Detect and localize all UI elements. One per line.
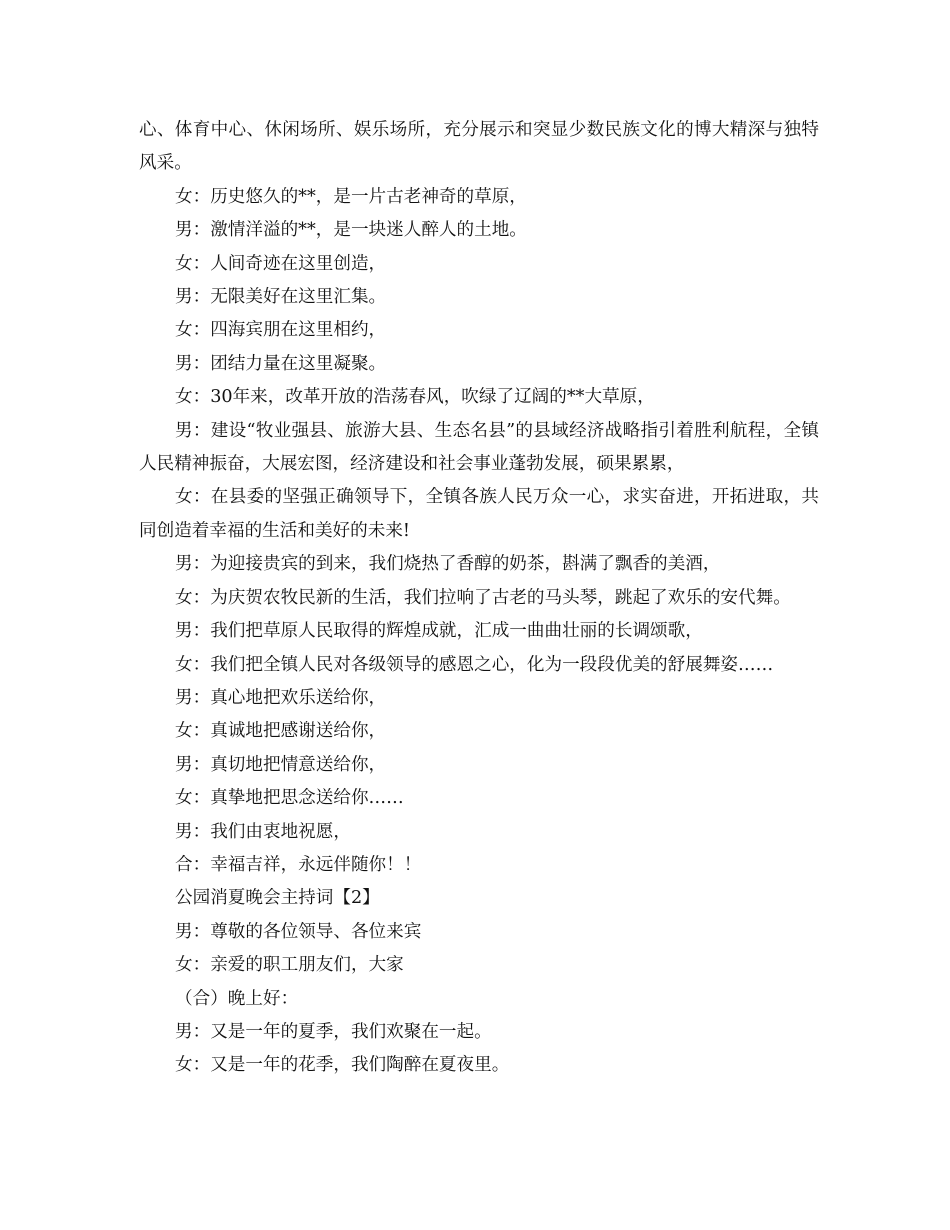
dialogue-line: 女：30年来，改革开放的浩荡春风，吹绿了辽阔的**大草原， bbox=[175, 387, 655, 408]
dialogue-line: 女：真挚地把思念送给你…… bbox=[175, 788, 404, 809]
dialogue-line: 合：幸福吉祥，永远伴随你！！ bbox=[175, 854, 422, 875]
dialogue-line: 男：激情洋溢的**，是一块迷人醉人的土地。 bbox=[175, 220, 527, 241]
dialogue-line: 男：团结力量在这里凝聚。 bbox=[175, 353, 387, 374]
paragraph-continuation: 心、体育中心、休闲场所、娱乐场所，充分展示和突显少数民族文化的博大精深与独特风采。 bbox=[139, 120, 819, 174]
dialogue-line: 女：亲爱的职工朋友们，大家 bbox=[175, 955, 404, 976]
dialogue-line: 男：真心地把欢乐送给你， bbox=[175, 687, 387, 708]
document-body bbox=[139, 114, 819, 1083]
dialogue-line: 男：又是一年的夏季，我们欢聚在一起。 bbox=[175, 1021, 492, 1042]
dialogue-line: 女：为庆贺农牧民新的生活，我们拉响了古老的马头琴，跳起了欢乐的安代舞。 bbox=[175, 587, 791, 608]
dialogue-line: 女：又是一年的花季，我们陶醉在夏夜里。 bbox=[175, 1055, 510, 1076]
dialogue-line: 女：我们把全镇人民对各级领导的感恩之心，化为一段段优美的舒展舞姿…… bbox=[175, 654, 774, 675]
dialogue-line: 女：真诚地把感谢送给你， bbox=[175, 721, 387, 742]
dialogue-line: （合）晚上好： bbox=[175, 988, 299, 1009]
dialogue-line: 男：我们把草原人民取得的辉煌成就，汇成一曲曲壮丽的长调颂歌， bbox=[175, 621, 703, 642]
dialogue-line: 男：真切地把情意送给你， bbox=[175, 754, 387, 775]
dialogue-line: 女：历史悠久的**，是一片古老神奇的草原， bbox=[175, 186, 527, 207]
dialogue-line: 女：人间奇迹在这里创造， bbox=[175, 253, 387, 274]
dialogue-line: 男：无限美好在这里汇集。 bbox=[175, 287, 387, 308]
dialogue-line: 男：我们由衷地祝愿， bbox=[175, 821, 351, 842]
dialogue-line: 男：建设“牧业强县、旅游大县、生态名县”的县域经济战略指引着胜利航程，全镇人民精神振奋，大展宏图，经济建设和社会事业蓬勃发展，硕果累累， bbox=[139, 420, 819, 475]
section-heading: 公园消夏晚会主持词【2】 bbox=[175, 888, 380, 909]
dialogue-line: 女：四海宾朋在这里相约， bbox=[175, 320, 387, 341]
dialogue-line: 女：在县委的坚强正确领导下，全镇各族人民万众一心，求实奋进，开拓进取，共同创造着幸福的生活和美好的未来! bbox=[139, 487, 819, 541]
dialogue-line: 男：为迎接贵宾的到来，我们烧热了香醇的奶茶，斟满了飘香的美酒， bbox=[175, 554, 721, 575]
dialogue-line: 男：尊敬的各位领导、各位来宾 bbox=[175, 921, 422, 942]
